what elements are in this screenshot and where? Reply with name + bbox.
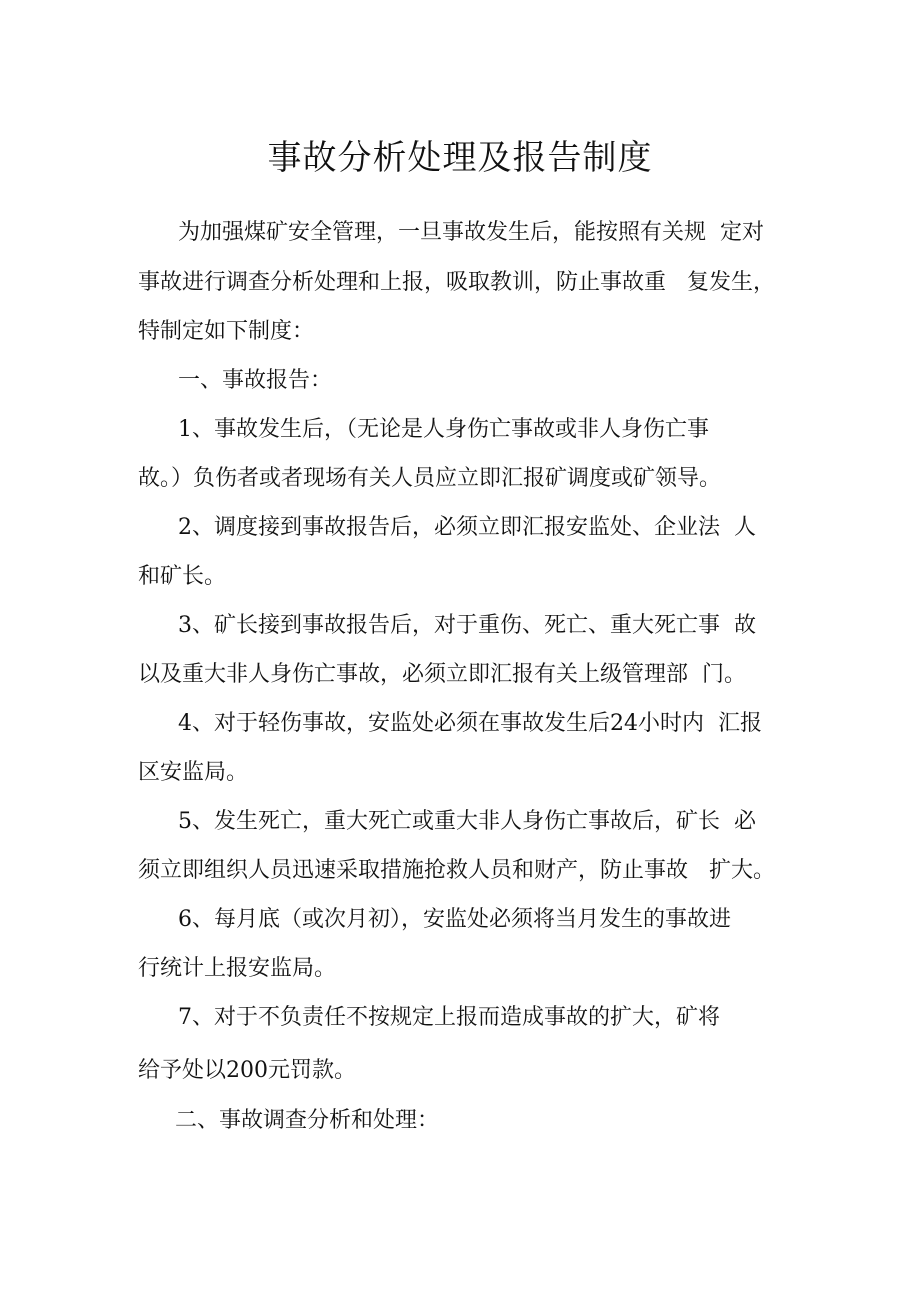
list-item-7-line-2: 给予处以200元罚款。	[138, 1058, 356, 1083]
list-item-1-line-1: 1、事故发生后，（无论是人身伤亡事故或非人身伤亡事	[178, 417, 709, 442]
list-item-7-line-1: 7、对于不负责任不按规定上报而造成事故的扩大，矿将	[178, 1005, 720, 1030]
list-item-6-line-1: 6、每月底（或次月初），安监处必须将当月发生的事故进	[178, 907, 731, 932]
list-item-4-line-1: 4、对于轻伤事故，安监处必须在事故发生后24小时内 汇报	[178, 711, 762, 736]
list-item-2-line-1: 2、调度接到事故报告后，必须立即汇报安监处、企业法 人	[178, 515, 756, 540]
intro-line-1: 为加强煤矿安全管理，一旦事故发生后，能按照有关规 定对	[178, 220, 764, 245]
intro-line-2: 事故进行调查分析处理和上报，吸取教训，防止事故重 复发生，	[138, 270, 775, 295]
list-item-6-line-2: 行统计上报安监局。	[138, 956, 337, 981]
document-title: 事故分析处理及报告制度	[267, 138, 653, 178]
list-item-3-line-1: 3、矿长接到事故报告后，对于重伤、死亡、重大死亡事 故	[178, 613, 756, 638]
list-item-4-line-2: 区安监局。	[138, 760, 249, 785]
intro-line-3: 特制定如下制度：	[138, 319, 315, 344]
section-heading-1: 一、事故报告：	[178, 368, 333, 393]
list-item-2-line-2: 和矿长。	[138, 564, 227, 589]
list-item-5-line-2: 须立即组织人员迅速采取措施抢救人员和财产，防止事故 扩大。	[138, 858, 775, 883]
list-item-5-line-1: 5、发生死亡，重大死亡或重大非人身伤亡事故后，矿长 必	[178, 809, 756, 834]
list-item-1-line-2: 故。）负伤者或者现场有关人员应立即汇报矿调度或矿领导。	[138, 466, 722, 491]
list-item-3-line-2: 以及重大非人身伤亡事故，必须立即汇报有关上级管理部 门。	[138, 662, 746, 687]
section-heading-2: 二、事故调查分析和处理：	[175, 1108, 440, 1133]
